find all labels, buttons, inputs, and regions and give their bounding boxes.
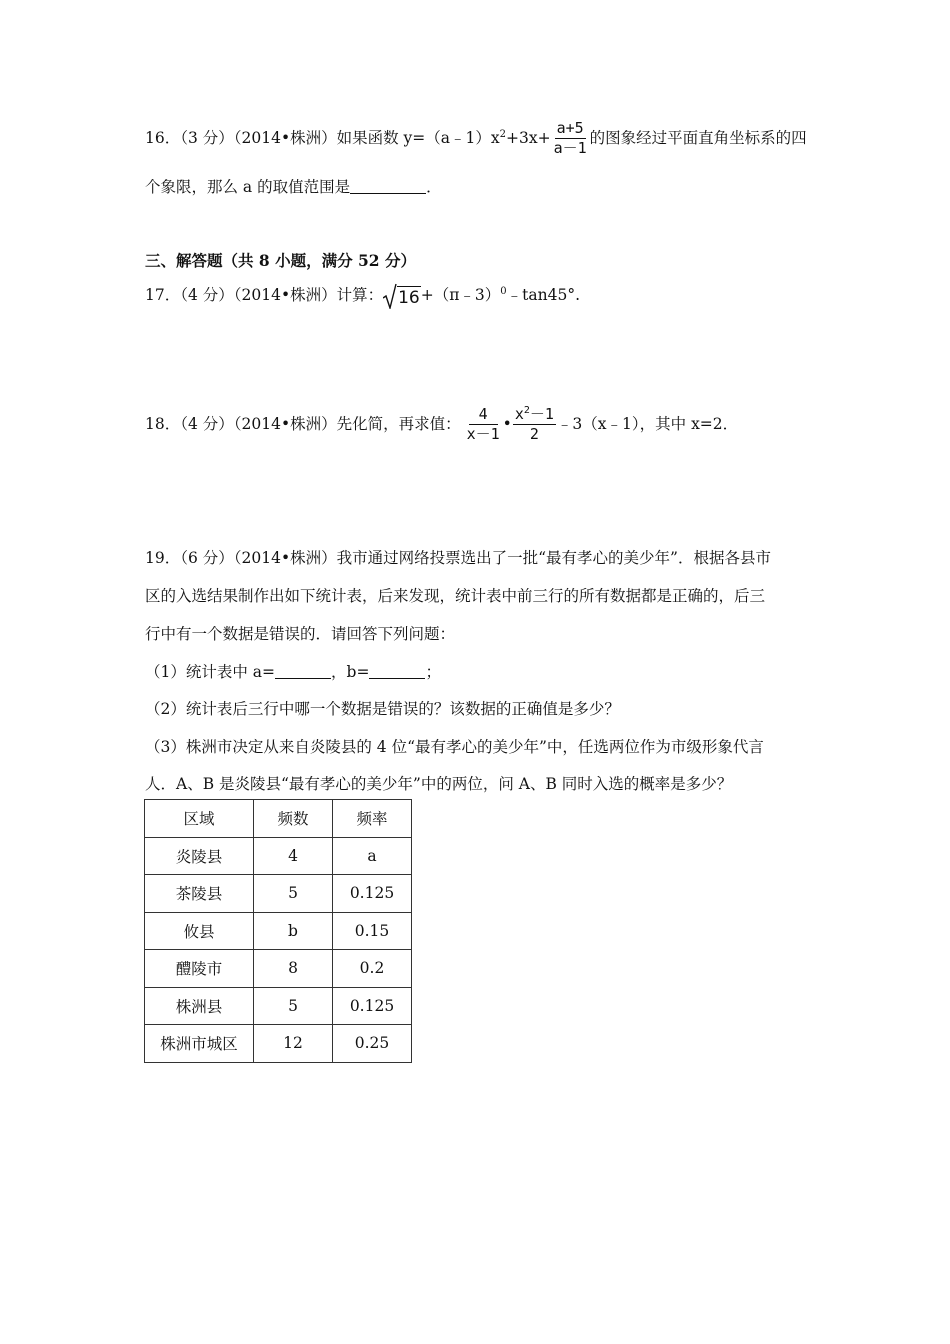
table-cell: 攸县 [145, 912, 254, 950]
q16-text-d: 个象限，那么 a 的取值范围是 [145, 178, 351, 196]
radical-sign-icon [383, 283, 397, 309]
q16-fraction [552, 120, 589, 158]
header-region: 区域 [145, 800, 254, 838]
table-cell: 0.25 [333, 1025, 412, 1063]
q18-frac1-numerator: 4 [469, 406, 498, 425]
table-cell: 0.2 [333, 950, 412, 988]
q16-frac-denominator: a－1 [553, 139, 587, 158]
table-cell: 0.125 [333, 987, 412, 1025]
q19-sub1-text-a: （1）统计表中 a= [145, 663, 276, 681]
q19-line1: 19．（6 分）（2014•株洲）我市通过网络投票选出了一批“最有孝心的美少年”．根据各县市 [145, 549, 771, 567]
q16-exponent: 2 [499, 128, 506, 140]
table-cell: 0.15 [333, 912, 412, 950]
statistics-table [144, 799, 412, 1063]
q19-line3: 行中有一个数据是错误的．请回答下列问题： [145, 625, 456, 643]
q17-text-b: +（π﹣3） [420, 286, 501, 304]
q16-line2 [145, 175, 442, 197]
q16-text-b: +3x+ [506, 128, 551, 147]
q19-blank-a [275, 678, 331, 679]
q19-sub1-text-b: ，b= [331, 663, 370, 681]
table-cell: 8 [254, 950, 333, 988]
q18-dot: • [502, 414, 512, 433]
q18-text-b: ﹣3（x﹣1），其中 x=2． [556, 414, 739, 433]
q19-sub2: （2）统计表后三行中哪一个数据是错误的？该数据的正确值是多少？ [145, 700, 620, 718]
q16-line1 [145, 120, 807, 158]
q18-frac2-base: x [514, 405, 524, 423]
q18-line [145, 406, 738, 444]
table-row [145, 987, 412, 1025]
q16-text-a: 16．（3 分）（2014•株洲）如果函数 y=（a﹣1）x [145, 128, 500, 147]
q17-exponent: 0 [500, 286, 507, 297]
q17-line [145, 283, 580, 309]
table-cell: 0.125 [333, 875, 412, 913]
q18-fraction-1 [465, 406, 502, 444]
q17-text-c: ﹣tan45°. [506, 286, 581, 304]
q17-radicand: 16 [398, 288, 420, 308]
q16-frac-numerator: a+5 [555, 120, 586, 139]
q18-text-a: 18．（4 分）（2014•株洲）先化简，再求值： [145, 414, 461, 433]
table-cell: 4 [254, 837, 333, 875]
q16-text-c: 的图象经过平面直角坐标系的四 [589, 128, 807, 147]
q18-frac2-rest: －1 [529, 405, 554, 423]
q19-sub3-line1: （3）株洲市决定从来自炎陵县的 4 位“最有孝心的美少年”中，任选两位作为市级形象代言 [145, 738, 764, 756]
q17-text-a: 17．（4 分）（2014•株洲）计算： [145, 286, 384, 304]
q17-sqrt [383, 283, 421, 309]
q19-line2: 区的入选结果制作出如下统计表，后来发现，统计表中前三行的所有数据都是正确的，后三 [145, 587, 766, 605]
table-cell: 茶陵县 [145, 875, 254, 913]
table-cell: 株洲县 [145, 987, 254, 1025]
q18-frac2-numerator [513, 406, 556, 425]
table-row [145, 837, 412, 875]
q19-sub1-end: ； [425, 663, 441, 681]
q18-frac2-denominator: 2 [529, 425, 539, 444]
header-frequency-rate: 频率 [333, 800, 412, 838]
header-frequency-count: 频数 [254, 800, 333, 838]
section-heading: 三、解答题（共 8 小题，满分 52 分） [145, 251, 416, 270]
table-cell: 株洲市城区 [145, 1025, 254, 1063]
table-cell: 炎陵县 [145, 837, 254, 875]
q18-frac1-denominator: x－1 [466, 425, 500, 444]
table-header-row [145, 800, 412, 838]
table-cell: 5 [254, 875, 333, 913]
q16-text-end: ． [426, 178, 442, 196]
table-cell: a [333, 837, 412, 875]
table-cell: b [254, 912, 333, 950]
q19-sub3-line2: 人．A、B 是炎陵县“最有孝心的美少年”中的两位，问 A、B 同时入选的概率是多少？ [145, 775, 733, 793]
table-row [145, 950, 412, 988]
q16-answer-blank [350, 193, 426, 194]
table-cell: 醴陵市 [145, 950, 254, 988]
table-row [145, 1025, 412, 1063]
table-cell: 12 [254, 1025, 333, 1063]
table-row [145, 875, 412, 913]
q19-sub1 [145, 660, 441, 682]
table-cell: 5 [254, 987, 333, 1025]
q19-blank-b [369, 678, 425, 679]
q18-fraction-2 [513, 406, 556, 444]
table-row [145, 912, 412, 950]
q18-frac2-exponent: 2 [523, 405, 530, 416]
